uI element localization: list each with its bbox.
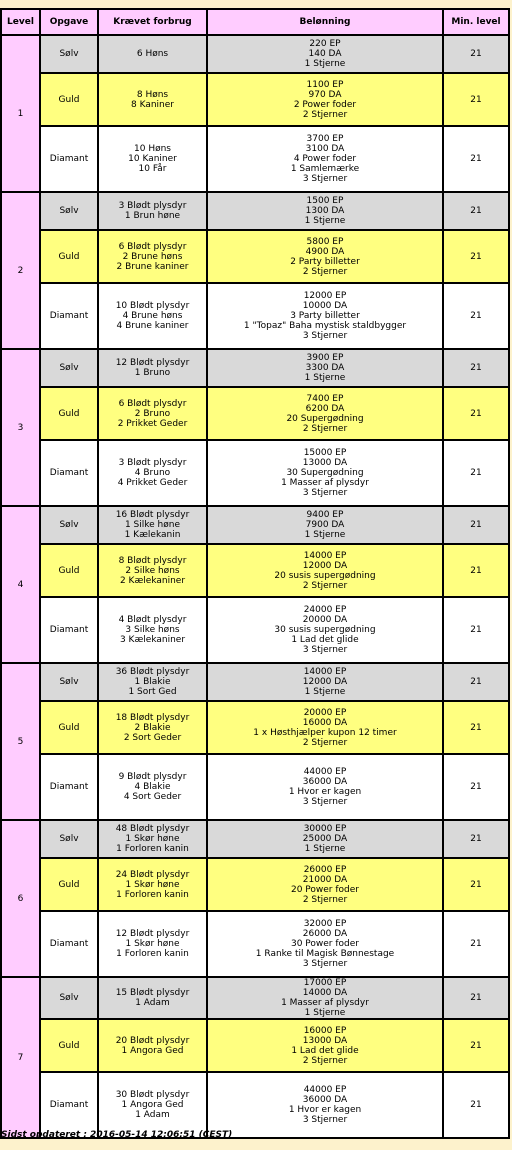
reward-cell <box>207 349 443 387</box>
reward-cell <box>207 663 443 701</box>
requirement-cell <box>98 663 207 701</box>
requirement-line: 1 Blakie <box>134 677 171 687</box>
reward-line: 14000 DA <box>302 988 348 998</box>
requirement-cell <box>98 597 207 663</box>
reward-line: 2 Stjerner <box>302 423 348 434</box>
task-cell: Sølv <box>40 35 98 73</box>
reward-cell <box>207 820 443 858</box>
header-row <box>1 9 509 35</box>
reward-line: 3 Stjerner <box>302 645 348 655</box>
requirement-line: 20 Blødt plysdyr <box>115 1035 190 1046</box>
reward-line: 1500 EP <box>306 196 344 206</box>
min-level-cell: 21 <box>443 544 509 597</box>
requirement-line: 4 Blødt plysdyr <box>118 615 187 625</box>
requirement-line: 10 Får <box>138 164 167 174</box>
reward-line: 1 Stjerne <box>304 844 346 854</box>
reward-line: 13000 DA <box>302 1035 348 1046</box>
reward-line: 2 Stjerner <box>302 1055 348 1066</box>
reward-line: 30000 EP <box>303 824 347 834</box>
reward-line: 4900 DA <box>305 246 345 257</box>
reward-line: 1 Stjerne <box>304 1008 346 1018</box>
reward-line: 5800 EP <box>306 236 344 247</box>
requirement-cell <box>98 1019 207 1072</box>
task-cell: Guld <box>40 701 98 754</box>
table-row <box>1 35 509 73</box>
requirement-line: 10 Kaniner <box>128 154 177 164</box>
min-level-cell: 21 <box>443 192 509 230</box>
requirement-line: 1 Angora Ged <box>121 1100 184 1110</box>
requirement-cell <box>98 387 207 440</box>
min-level-cell: 21 <box>443 230 509 283</box>
requirement-line: 12 Blødt plysdyr <box>115 358 190 368</box>
requirement-line: 2 Brune høns <box>122 251 183 262</box>
header-krav: Krævet forbrug <box>98 9 207 35</box>
reward-line: 1 Stjerne <box>304 373 346 383</box>
requirement-line: 24 Blødt plysdyr <box>115 869 190 880</box>
task-cell: Sølv <box>40 506 98 544</box>
reward-line: 1 Lad det glide <box>291 1045 359 1056</box>
reward-line: 21000 DA <box>302 874 348 885</box>
reward-line: 2 Stjerner <box>302 580 348 591</box>
table-row <box>1 387 509 440</box>
requirement-cell <box>98 820 207 858</box>
requirement-line: 1 Kælekanin <box>124 530 181 540</box>
requirement-line: 9 Blødt plysdyr <box>118 772 187 782</box>
reward-line: 44000 EP <box>303 1085 347 1095</box>
reward-line: 1 Stjerne <box>304 59 346 69</box>
requirement-cell <box>98 440 207 506</box>
reward-line: 25000 DA <box>302 834 348 844</box>
reward-line: 1 x Høsthjælper kupon 12 timer <box>253 727 397 738</box>
min-level-cell: 21 <box>443 911 509 977</box>
requirement-line: 2 Sort Geder <box>123 732 182 743</box>
requirement-line: 1 Silke høne <box>124 520 181 530</box>
reward-line: 36000 DA <box>302 777 348 787</box>
requirement-line: 2 Prikket Geder <box>117 418 188 429</box>
table-row <box>1 349 509 387</box>
reward-line: 12000 DA <box>302 677 348 687</box>
task-cell: Guld <box>40 73 98 126</box>
table-row <box>1 754 509 820</box>
table-row <box>1 1072 509 1138</box>
reward-line: 220 EP <box>309 39 341 49</box>
level-cell: 3 <box>1 349 40 506</box>
min-level-cell: 21 <box>443 977 509 1019</box>
reward-cell <box>207 911 443 977</box>
reward-cell <box>207 506 443 544</box>
requirement-line: 2 Blakie <box>134 722 171 733</box>
reward-line: 13000 DA <box>302 458 348 468</box>
requirement-line: 6 Blødt plysdyr <box>118 398 187 409</box>
reward-line: 3100 DA <box>305 144 345 154</box>
task-cell: Diamant <box>40 754 98 820</box>
task-cell: Diamant <box>40 283 98 349</box>
reward-line: 14000 EP <box>303 667 347 677</box>
reward-line: 1 Masser af plysdyr <box>281 478 369 488</box>
requirement-line: 4 Bruno <box>134 468 171 478</box>
reward-line: 6200 DA <box>305 403 345 414</box>
requirement-line: 2 Kælekaniner <box>119 575 186 586</box>
requirement-line: 1 Forloren kanin <box>116 949 189 959</box>
requirement-cell <box>98 701 207 754</box>
reward-cell <box>207 35 443 73</box>
reward-line: 20 Supergødning <box>286 413 364 424</box>
requirement-line: 2 Brune kaniner <box>116 261 189 272</box>
min-level-cell: 21 <box>443 349 509 387</box>
requirement-line: 4 Blakie <box>134 782 171 792</box>
reward-line: 15000 EP <box>303 448 347 458</box>
reward-line: 10000 DA <box>302 301 348 311</box>
reward-line: 2 Party billetter <box>290 256 360 267</box>
reward-line: 12000 DA <box>302 560 348 571</box>
reward-line: 2 Power foder <box>293 99 357 110</box>
level-cell: 5 <box>1 663 40 820</box>
reward-line: 36000 DA <box>302 1095 348 1105</box>
reward-cell <box>207 126 443 192</box>
reward-line: 20 susis supergødning <box>274 570 376 581</box>
task-cell: Guld <box>40 544 98 597</box>
level-cell: 6 <box>1 820 40 977</box>
requirement-cell <box>98 858 207 911</box>
reward-line: 2 Stjerner <box>302 737 348 748</box>
reward-line: 1 Samlemærke <box>290 164 360 174</box>
requirement-line: 48 Blødt plysdyr <box>115 824 190 834</box>
reward-line: 26000 DA <box>302 929 348 939</box>
requirement-line: 4 Prikket Geder <box>117 478 188 488</box>
requirement-line: 4 Sort Geder <box>123 792 182 802</box>
task-cell: Guld <box>40 858 98 911</box>
min-level-cell: 21 <box>443 858 509 911</box>
reward-line: 30 susis supergødning <box>274 625 376 635</box>
requirement-cell <box>98 283 207 349</box>
min-level-cell: 21 <box>443 35 509 73</box>
reward-cell <box>207 977 443 1019</box>
requirement-cell <box>98 35 207 73</box>
reward-line: 1100 EP <box>306 79 344 90</box>
reward-cell <box>207 283 443 349</box>
requirement-line: 4 Brune høns <box>122 311 183 321</box>
min-level-cell: 21 <box>443 73 509 126</box>
requirement-cell <box>98 506 207 544</box>
min-level-cell: 21 <box>443 387 509 440</box>
requirement-line: 10 Blødt plysdyr <box>115 301 190 311</box>
task-cell: Diamant <box>40 440 98 506</box>
task-cell: Sølv <box>40 977 98 1019</box>
requirement-line: 1 Angora Ged <box>121 1045 184 1056</box>
requirement-line: 1 Forloren kanin <box>116 844 189 854</box>
reward-cell <box>207 230 443 283</box>
reward-line: 2 Stjerner <box>302 109 348 120</box>
reward-line: 20 Power foder <box>290 884 359 895</box>
reward-line: 1300 DA <box>305 206 345 216</box>
requirement-line: 6 Høns <box>136 49 169 59</box>
reward-line: 44000 EP <box>303 767 347 777</box>
task-cell: Diamant <box>40 126 98 192</box>
requirement-line: 16 Blødt plysdyr <box>115 510 190 520</box>
requirement-line: 2 Bruno <box>134 408 171 419</box>
requirement-line: 1 Skør høne <box>125 834 180 844</box>
table-row <box>1 283 509 349</box>
task-cell: Diamant <box>40 597 98 663</box>
requirement-cell <box>98 1072 207 1138</box>
reward-cell <box>207 387 443 440</box>
task-cell: Sølv <box>40 349 98 387</box>
level-cell: 2 <box>1 192 40 349</box>
min-level-cell: 21 <box>443 754 509 820</box>
requirement-line: 1 Forloren kanin <box>116 889 189 900</box>
reward-line: 7400 EP <box>306 393 344 404</box>
reward-cell <box>207 858 443 911</box>
reward-line: 3 Stjerner <box>302 488 348 498</box>
reward-line: 140 DA <box>308 49 342 59</box>
requirement-cell <box>98 349 207 387</box>
requirement-line: 2 Silke høns <box>125 565 180 576</box>
table-row <box>1 506 509 544</box>
reward-line: 14000 EP <box>303 550 347 561</box>
level-cell: 4 <box>1 506 40 663</box>
table-row <box>1 544 509 597</box>
requirement-line: 3 Silke høns <box>125 625 180 635</box>
requirement-line: 3 Blødt plysdyr <box>118 458 187 468</box>
level-cell: 1 <box>1 35 40 192</box>
task-cell: Diamant <box>40 1072 98 1138</box>
reward-line: 1 Stjerne <box>304 530 346 540</box>
reward-line: 4 Power foder <box>293 154 357 164</box>
requirement-cell <box>98 544 207 597</box>
reward-line: 1 Lad det glide <box>291 635 359 645</box>
reward-line: 1 Stjerne <box>304 687 346 697</box>
reward-line: 24000 EP <box>303 605 347 615</box>
table-row <box>1 440 509 506</box>
reward-cell <box>207 701 443 754</box>
task-cell: Diamant <box>40 911 98 977</box>
reward-line: 7900 DA <box>305 520 345 530</box>
reward-line: 16000 EP <box>303 1025 347 1036</box>
min-level-cell: 21 <box>443 1019 509 1072</box>
task-cell: Guld <box>40 387 98 440</box>
reward-line: 20000 DA <box>302 615 348 625</box>
requirement-line: 1 Bruno <box>134 368 171 378</box>
requirement-line: 1 Skør høne <box>125 879 180 890</box>
task-cell: Sølv <box>40 663 98 701</box>
reward-line: 3 Stjerner <box>302 959 348 969</box>
reward-cell <box>207 73 443 126</box>
header-min-level: Min. level <box>443 9 509 35</box>
reward-line: 3 Stjerner <box>302 1115 348 1125</box>
requirement-line: 1 Adam <box>135 1110 170 1120</box>
header-belonning: Belønning <box>207 9 443 35</box>
requirement-line: 1 Skør høne <box>125 939 180 949</box>
reward-line: 32000 EP <box>303 919 347 929</box>
requirement-line: 8 Høns <box>136 89 169 100</box>
min-level-cell: 21 <box>443 283 509 349</box>
reward-line: 3 Stjerner <box>302 797 348 807</box>
task-cell: Sølv <box>40 820 98 858</box>
requirement-line: 1 Brun høne <box>124 211 181 221</box>
requirement-cell <box>98 754 207 820</box>
requirement-cell <box>98 911 207 977</box>
header-level: Level <box>1 9 40 35</box>
requirement-line: 1 Adam <box>135 998 170 1008</box>
reward-line: 9400 EP <box>306 510 344 520</box>
table-row <box>1 597 509 663</box>
header-opgave: Opgave <box>40 9 98 35</box>
table-row <box>1 911 509 977</box>
reward-line: 3 Party billetter <box>290 311 360 321</box>
quest-table <box>0 8 510 1139</box>
reward-line: 26000 EP <box>303 864 347 875</box>
reward-line: 30 Power foder <box>290 939 359 949</box>
reward-cell <box>207 1072 443 1138</box>
reward-line: 1 Hvor er kagen <box>288 1105 362 1115</box>
requirement-line: 10 Høns <box>134 144 171 154</box>
reward-line: 1 Stjerne <box>304 216 346 226</box>
reward-line: 3 Stjerner <box>302 174 348 184</box>
table-row <box>1 230 509 283</box>
requirement-line: 3 Blødt plysdyr <box>118 201 187 211</box>
requirement-line: 8 Kaniner <box>131 99 174 110</box>
min-level-cell: 21 <box>443 820 509 858</box>
requirement-line: 30 Blødt plysdyr <box>115 1090 190 1100</box>
table-row <box>1 192 509 230</box>
reward-line: 20000 EP <box>303 707 347 718</box>
min-level-cell: 21 <box>443 663 509 701</box>
requirement-line: 6 Blødt plysdyr <box>118 241 187 252</box>
reward-cell <box>207 1019 443 1072</box>
reward-line: 970 DA <box>308 89 342 100</box>
reward-cell <box>207 192 443 230</box>
reward-cell <box>207 440 443 506</box>
reward-cell <box>207 544 443 597</box>
table-row <box>1 126 509 192</box>
requirement-line: 15 Blødt plysdyr <box>115 988 190 998</box>
requirement-line: 36 Blødt plysdyr <box>115 667 190 677</box>
reward-line: 1 "Topaz" Baha mystisk staldbygger <box>243 321 407 331</box>
min-level-cell: 21 <box>443 506 509 544</box>
table-row <box>1 820 509 858</box>
level-cell: 7 <box>1 977 40 1138</box>
reward-line: 17000 EP <box>303 978 347 988</box>
task-cell: Sølv <box>40 192 98 230</box>
requirement-cell <box>98 230 207 283</box>
reward-line: 3700 EP <box>306 134 344 144</box>
reward-line: 1 Hvor er kagen <box>288 787 362 797</box>
min-level-cell: 21 <box>443 1072 509 1138</box>
requirement-line: 3 Kælekaniner <box>119 635 186 645</box>
reward-cell <box>207 754 443 820</box>
requirement-cell <box>98 73 207 126</box>
table-row <box>1 977 509 1019</box>
reward-line: 3300 DA <box>305 363 345 373</box>
table-row <box>1 858 509 911</box>
requirement-line: 18 Blødt plysdyr <box>115 712 190 723</box>
last-updated: Sidst opdateret : 2016-05-14 12:06:51 (CEST) <box>1 1130 233 1140</box>
requirement-line: 12 Blødt plysdyr <box>115 929 190 939</box>
requirement-cell <box>98 977 207 1019</box>
min-level-cell: 21 <box>443 597 509 663</box>
task-cell: Guld <box>40 230 98 283</box>
requirement-line: 1 Sort Ged <box>128 687 177 697</box>
requirement-line: 8 Blødt plysdyr <box>118 555 187 566</box>
table-row <box>1 701 509 754</box>
reward-line: 3 Stjerner <box>302 331 348 341</box>
reward-line: 1 Ranke til Magisk Bønnestage <box>255 949 395 959</box>
reward-line: 3900 EP <box>306 353 344 363</box>
table-row <box>1 1019 509 1072</box>
reward-line: 2 Stjerner <box>302 266 348 277</box>
reward-line: 1 Masser af plysdyr <box>281 998 369 1008</box>
table-body <box>1 35 509 1138</box>
min-level-cell: 21 <box>443 126 509 192</box>
min-level-cell: 21 <box>443 701 509 754</box>
table-row <box>1 73 509 126</box>
requirement-cell <box>98 126 207 192</box>
reward-line: 12000 EP <box>303 291 347 301</box>
reward-cell <box>207 597 443 663</box>
task-cell: Guld <box>40 1019 98 1072</box>
reward-line: 16000 DA <box>302 717 348 728</box>
requirement-line: 4 Brune kaniner <box>116 321 189 331</box>
min-level-cell: 21 <box>443 440 509 506</box>
requirement-cell <box>98 192 207 230</box>
reward-line: 30 Supergødning <box>286 468 364 478</box>
reward-line: 2 Stjerner <box>302 894 348 905</box>
table-row <box>1 663 509 701</box>
